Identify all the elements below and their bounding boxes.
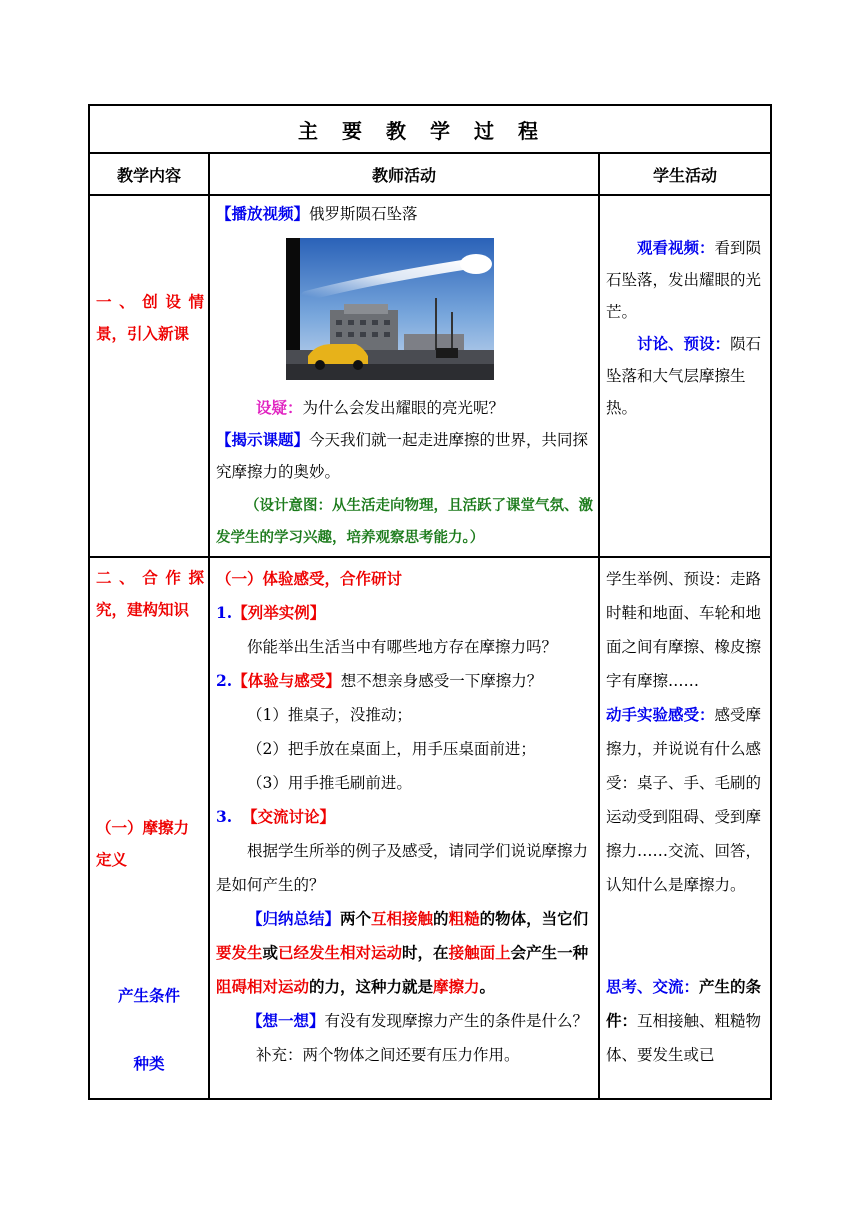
column-header-student: 学生活动	[652, 165, 717, 185]
lesson-table	[88, 104, 772, 1100]
student-think-bold: 产生的条件：	[606, 977, 762, 1030]
summary-keyword: 互相接触	[371, 909, 434, 928]
summary-keyword: 阻碍相对运动	[216, 977, 310, 996]
supplement-text: 补充：两个物体之间还要有压力作用。	[256, 1046, 520, 1064]
step1: （1）推桌子，没推动；	[247, 706, 412, 724]
summary-text: 的	[433, 909, 449, 928]
friction-definition-label: （一）摩擦力定义	[96, 818, 190, 869]
summary-paragraph	[216, 902, 596, 1004]
student-discuss-text: 陨石坠落和大气层摩擦生热。	[606, 335, 762, 417]
design-intent-note: （设计意图：从生活走向物理，且活跃了课堂气氛、激发学生的学习兴趣，培养观察思考能力。）	[216, 498, 593, 546]
item2-text: 想不想亲身感受一下摩擦力？	[340, 672, 543, 690]
item2-number: 2.	[216, 671, 233, 690]
section2-student-cell	[606, 562, 766, 1072]
student-experiment-tag: 动手实验感受：	[606, 705, 715, 724]
summary-text: 两个	[340, 909, 372, 928]
summary-keyword: 要发生	[216, 943, 263, 962]
row-divider	[90, 556, 770, 558]
summary-text: 或	[262, 943, 279, 962]
item3-number: 3.	[216, 807, 233, 826]
summary-text: 的物体，当它们	[479, 909, 589, 928]
student-watch-tag: 观看视频：	[637, 238, 715, 257]
meteor-picture	[286, 238, 494, 380]
sub-heading: （一）体验感受，合作研讨	[216, 569, 403, 588]
student-watch-text: 看到陨石坠落，发出耀眼的光芒。	[606, 239, 762, 321]
student-examples: 学生举例、预设：走路时鞋和地面、车轮和地面之间有摩擦、橡皮擦字有摩擦……	[606, 570, 762, 690]
student-discuss-tag: 讨论、预设：	[637, 334, 731, 353]
item1-tag: 【列举实例】	[232, 603, 326, 622]
think-tag: 【想一想】	[247, 1011, 325, 1030]
summary-text: 。	[479, 977, 496, 996]
item2-tag: 【体验与感受】	[232, 671, 341, 690]
reveal-tag: 【揭示课题】	[216, 430, 310, 449]
meteor-video-image	[286, 238, 494, 380]
video-tag: 【播放视频】	[216, 204, 310, 223]
question-text: 为什么会发出耀眼的亮光呢？	[302, 399, 505, 417]
summary-keyword: 摩擦力	[433, 977, 480, 996]
section1-student-cell	[606, 232, 766, 424]
item1-number: 1.	[216, 603, 233, 622]
video-title: 俄罗斯陨石坠落	[309, 205, 418, 223]
section1-label: 一、创设情景，引入新课	[96, 292, 204, 343]
item3-tag: 【交流讨论】	[242, 807, 336, 826]
summary-text: 的力，这种力就是	[309, 977, 434, 996]
col-divider	[208, 153, 210, 1098]
summary-keyword: 粗糙	[448, 909, 480, 928]
reveal-text: 今天我们就一起走进摩擦的世界，共同探究摩擦力的奥妙。	[216, 431, 589, 481]
summary-text: 时，在	[402, 943, 449, 962]
col-divider	[598, 153, 600, 1098]
summary-text: 会产生一种	[510, 943, 589, 962]
question-tag: 设疑：	[256, 398, 303, 417]
column-header-content: 教学内容	[116, 165, 181, 185]
item1-text: 你能举出生活当中有哪些地方存在摩擦力吗？	[247, 638, 558, 656]
section2-teacher-cell	[216, 562, 596, 1072]
student-think-tag: 思考、交流：	[606, 977, 700, 996]
column-header-teacher: 教师活动	[371, 165, 436, 185]
student-think-text: 互相接触、粗糙物体、要发生或已	[606, 1012, 762, 1064]
summary-keyword: 接触面上	[448, 943, 511, 962]
student-experiment-text: 感受摩擦力，并说说有什么感受：桌子、手、毛刷的运动受到阻碍、受到摩擦力……交流、回答，认知什么是摩擦力。	[606, 706, 762, 894]
summary-tag: 【归纳总结】	[247, 909, 341, 928]
step3: （3）用手推毛刷前进。	[247, 774, 412, 792]
summary-keyword: 已经发生相对运动	[278, 943, 403, 962]
item3-text: 根据学生所举的例子及感受，请同学们说说摩擦力是如何产生的？	[216, 842, 589, 894]
step2: （2）把手放在桌面上，用手压桌面前进；	[247, 740, 536, 758]
section1-teacher-cell	[216, 198, 594, 230]
section1-teacher-text	[216, 392, 594, 554]
think-text: 有没有发现摩擦力产生的条件是什么？	[324, 1012, 589, 1030]
conditions-label: 产生条件	[117, 986, 180, 1005]
section2-label: 二、合作探究，建构知识	[96, 568, 204, 619]
types-label: 种类	[133, 1054, 165, 1073]
table-title: 主要教学过程	[298, 119, 562, 143]
